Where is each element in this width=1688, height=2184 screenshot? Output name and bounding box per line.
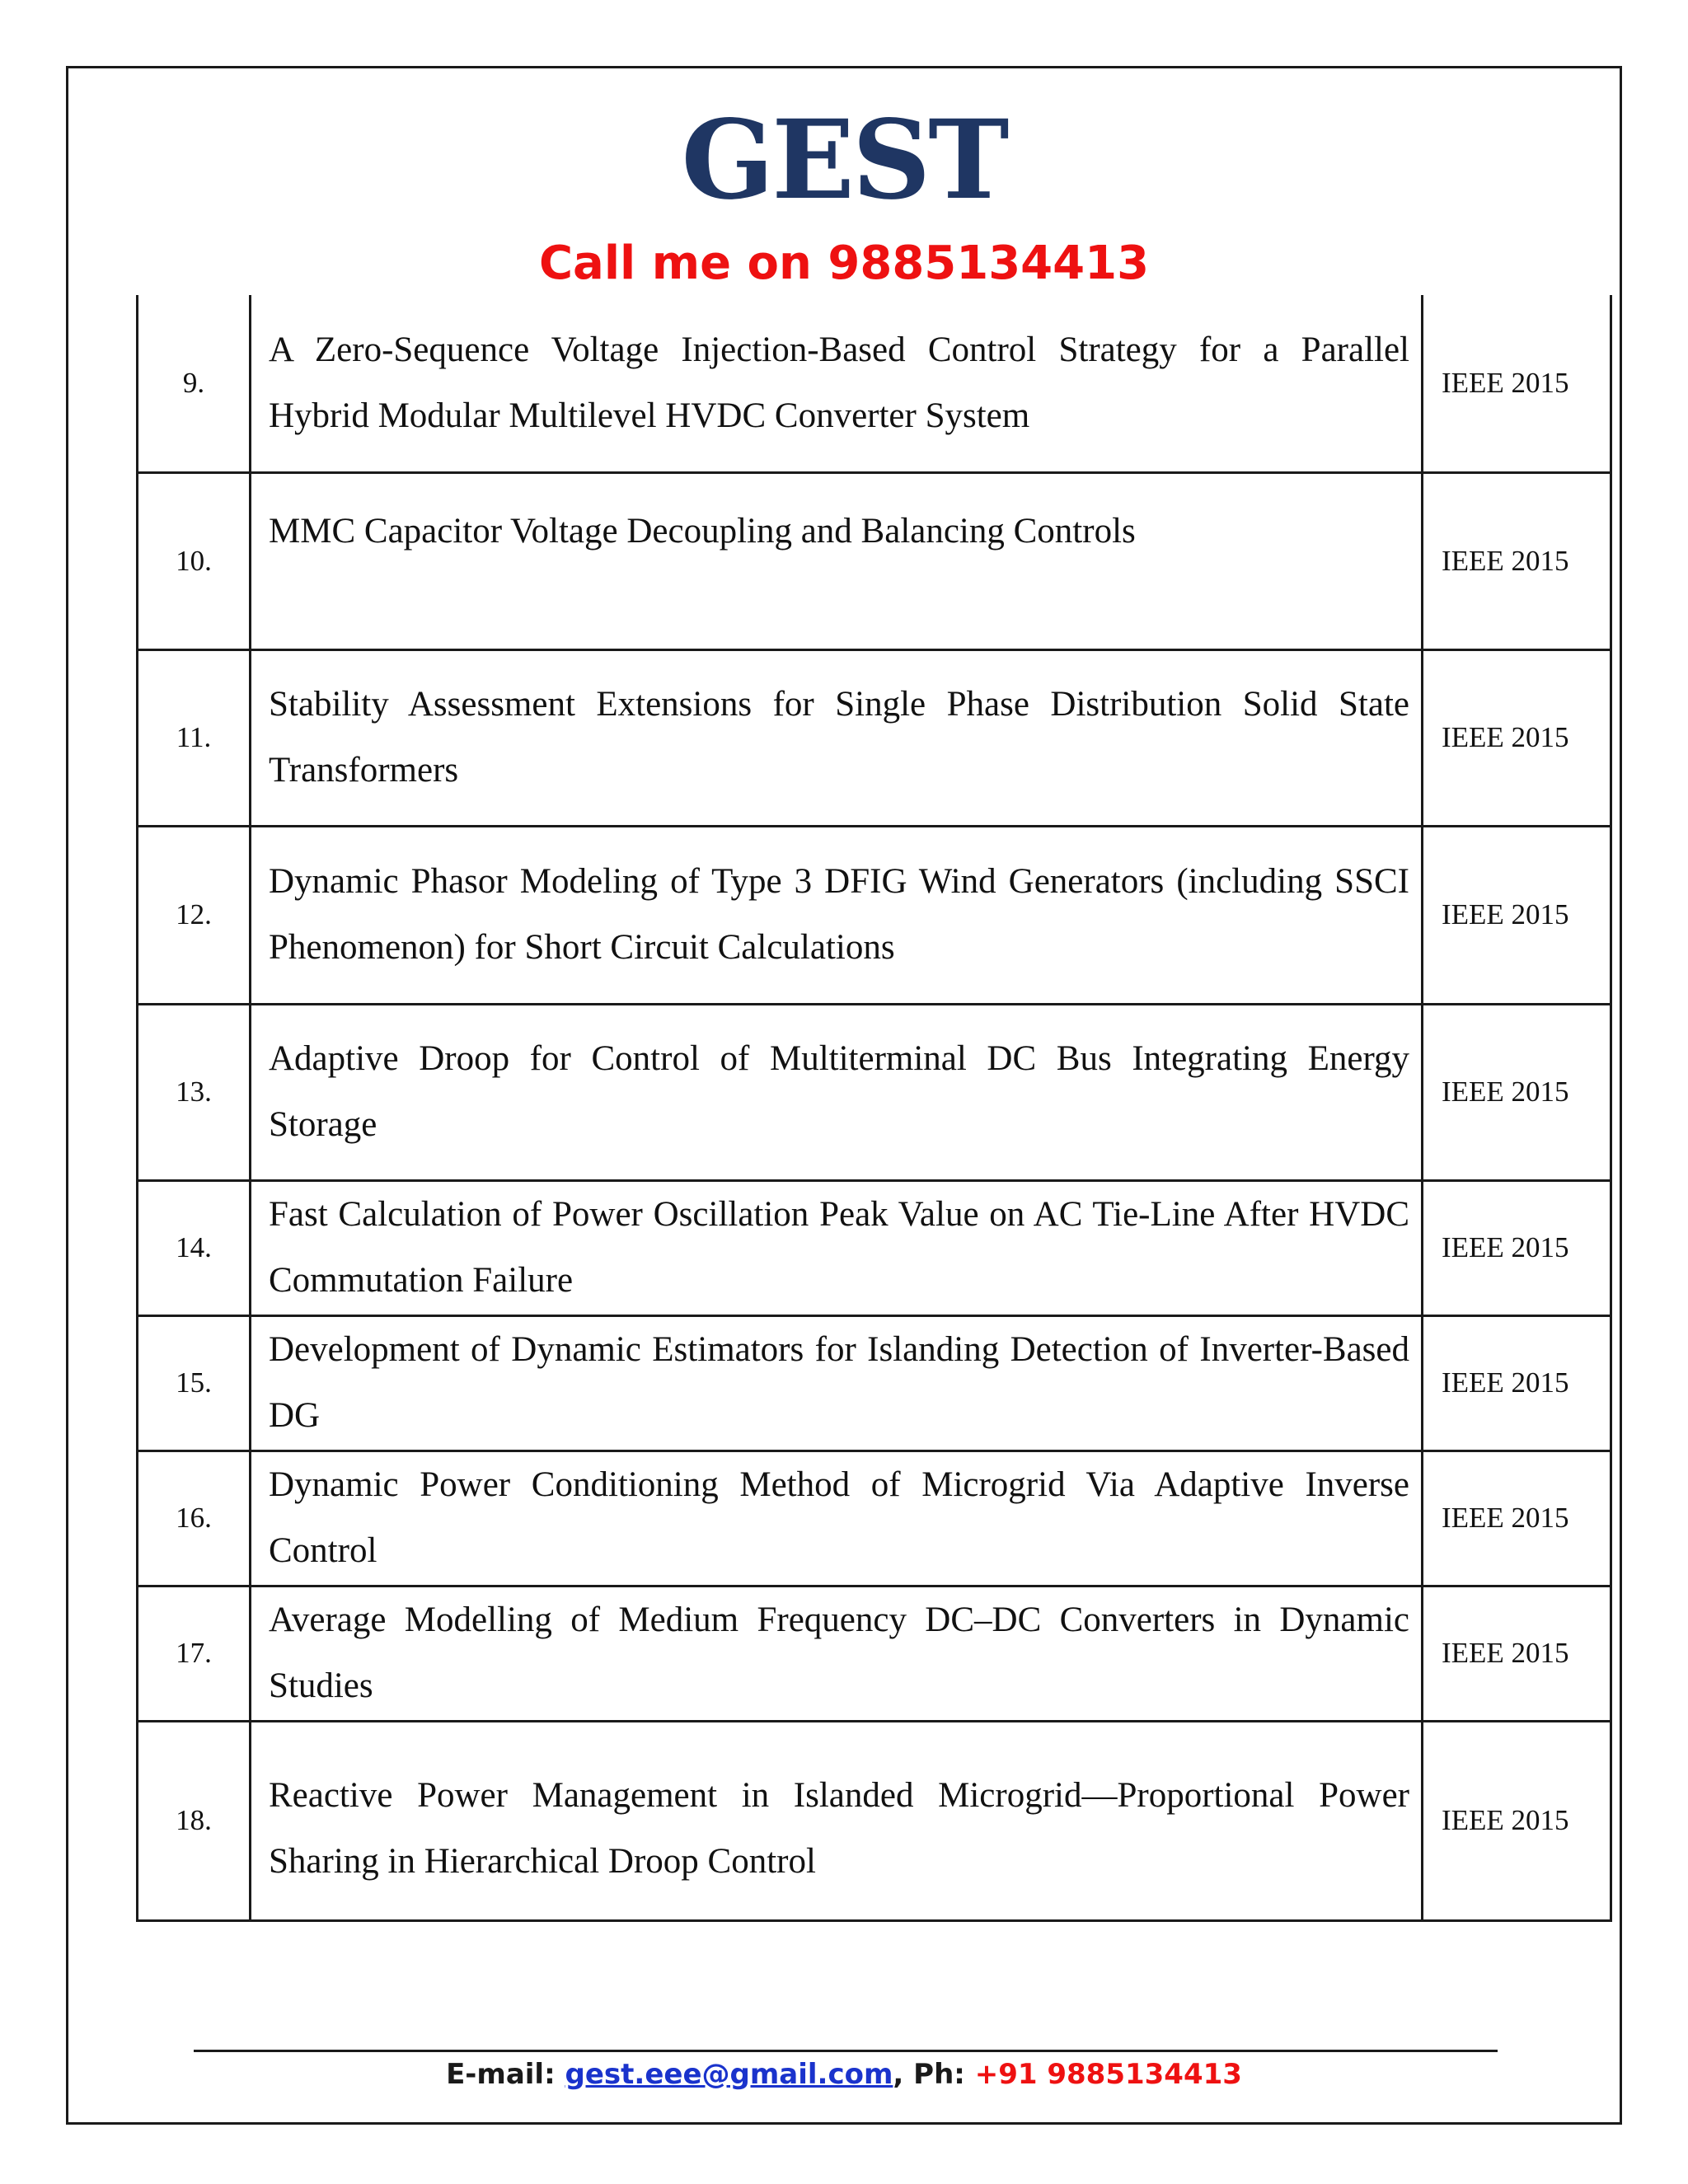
paper-title: Reactive Power Management in Islanded Microgrid—Proportional Power Sharing in Hierarchical Droop Control <box>251 1721 1423 1920</box>
paper-title: Development of Dynamic Estimators for Islanding Detection of Inverter-Based DG <box>251 1315 1423 1451</box>
table-row <box>138 1180 1611 1315</box>
paper-year: IEEE 2015 <box>1423 826 1611 1004</box>
paper-title: MMC Capacitor Voltage Decoupling and Balancing Controls <box>251 472 1423 649</box>
paper-title: Fast Calculation of Power Oscillation Peak Value on AC Tie-Line After HVDC Commutation Failure <box>251 1180 1423 1315</box>
table-row <box>138 649 1611 826</box>
row-number: 15. <box>138 1315 251 1451</box>
row-number: 17. <box>138 1586 251 1721</box>
paper-year: IEEE 2015 <box>1423 1721 1611 1920</box>
paper-title: A Zero-Sequence Voltage Injection-Based Control Strategy for a Parallel Hybrid Modular Multilevel HVDC Converter System <box>251 295 1423 472</box>
paper-year: IEEE 2015 <box>1423 1451 1611 1586</box>
paper-year: IEEE 2015 <box>1423 472 1611 649</box>
phone-label: , Ph: <box>893 2058 965 2091</box>
paper-year: IEEE 2015 <box>1423 649 1611 826</box>
table-row <box>138 1586 1611 1721</box>
paper-year: IEEE 2015 <box>1423 295 1611 472</box>
table-row <box>138 826 1611 1004</box>
email-link[interactable]: gest.eee@gmail.com <box>565 2058 893 2091</box>
paper-year: IEEE 2015 <box>1423 1180 1611 1315</box>
row-number: 11. <box>138 649 251 826</box>
paper-title: Dynamic Power Conditioning Method of Microgrid Via Adaptive Inverse Control <box>251 1451 1423 1586</box>
paper-title: Average Modelling of Medium Frequency DC–DC Converters in Dynamic Studies <box>251 1586 1423 1721</box>
table-row <box>138 1451 1611 1586</box>
paper-title: Stability Assessment Extensions for Single Phase Distribution Solid State Transformers <box>251 649 1423 826</box>
table-row <box>138 1004 1611 1180</box>
table-row <box>138 1315 1611 1451</box>
phone-number: +91 9885134413 <box>974 2058 1242 2091</box>
email-label: E-mail: <box>446 2058 556 2091</box>
footer-divider <box>194 2050 1498 2052</box>
row-number: 10. <box>138 472 251 649</box>
paper-title: Adaptive Droop for Control of Multiterminal DC Bus Integrating Energy Storage <box>251 1004 1423 1180</box>
paper-year: IEEE 2015 <box>1423 1586 1611 1721</box>
paper-title: Dynamic Phasor Modeling of Type 3 DFIG Wind Generators (including SSCI Phenomenon) for Short Circuit Calculations <box>251 826 1423 1004</box>
row-number: 13. <box>138 1004 251 1180</box>
row-number: 12. <box>138 826 251 1004</box>
footer-contact <box>0 2054 1688 2095</box>
papers-table <box>136 295 1612 1922</box>
paper-year: IEEE 2015 <box>1423 1315 1611 1451</box>
table-row <box>138 295 1611 472</box>
brand-logo: GEST <box>681 96 1007 224</box>
table-row <box>138 472 1611 649</box>
call-banner: Call me on 9885134413 <box>538 237 1150 290</box>
table-row <box>138 1721 1611 1920</box>
row-number: 9. <box>138 295 251 472</box>
row-number: 16. <box>138 1451 251 1586</box>
row-number: 14. <box>138 1180 251 1315</box>
row-number: 18. <box>138 1721 251 1920</box>
paper-year: IEEE 2015 <box>1423 1004 1611 1180</box>
